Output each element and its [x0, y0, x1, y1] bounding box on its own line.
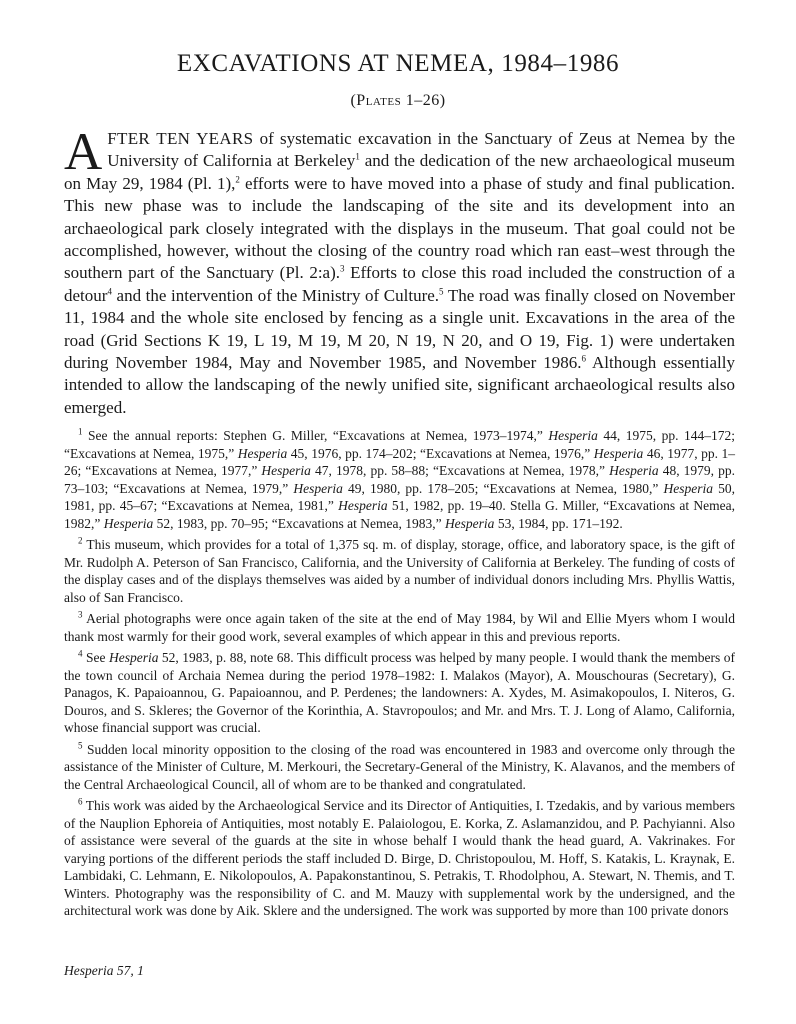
paragraph-text: Although essentially intended to allow the landscaping of the newly unified site, significant archaeological results also emerged. [64, 353, 735, 417]
footnote-number: 4 [78, 648, 83, 659]
paragraph-text: The road was finally closed on November 11, 1984 and the whole site enclosed by fencing as a single unit. Excavations in the area of the road (Grid Sections K 19, L 19, M 19, M 20, N 19, N 20, and O 19, Fig. 1) were undertaken during November 1984, May and November 1985, and November 1986. [64, 285, 735, 373]
footnote-text: This museum, which provides for a total of 1,375 sq. m. of display, storage, office, and laboratory space, is the gift of Mr. Rudolph A. Peterson of San Francisco, California, and the University of California at Berkeley. The funding of costs of the display cases and of the displays themselves was aided by a number of individual donors including Mrs. Phyllis Wattis, also of San Francisco. [64, 537, 735, 605]
footnote-ref[interactable]: 6 [581, 353, 586, 364]
footnote-ref[interactable]: 2 [235, 174, 240, 185]
footnote-ref[interactable]: 4 [107, 286, 112, 297]
journal-name: Hesperia [593, 445, 644, 461]
paragraph-text: efforts were to have moved into a phase of study and final publication. This new phase was to include the landscaping of the site and its development into an archaeological park closely integrated with the displays in the museum. That goal could not be accomplished, however, without the closing of the country road which ran east–west through the southern part of the Sanctuary (Pl. 2:a). [64, 173, 735, 283]
footnote-5 [64, 741, 735, 794]
journal-name: Hesperia [548, 428, 598, 443]
footnote-text: 47, 1978, pp. 58–88; “Excavations at Nemea, 1978,” [310, 463, 610, 478]
footnote-text: See the annual reports: Stephen G. Miller, “Excavations at Nemea, 1973–1974,” [88, 428, 549, 443]
footnote-4 [64, 649, 735, 737]
paragraph-text: and the intervention of the Ministry of Culture. [111, 285, 440, 305]
journal-name: Hesperia [663, 480, 714, 496]
footnote-text: 44, 1975, pp. 144–172; “Excavations at Nemea, 1975,” [64, 428, 735, 461]
footnote-number: 3 [78, 609, 83, 620]
drop-cap: A [64, 123, 103, 181]
paragraph-text: of systematic excavation in the Sanctuary of Zeus at Nemea by the University of California at Berkeley [107, 129, 735, 171]
journal-name: Hesperia [261, 463, 311, 478]
journal-name: Hesperia [293, 480, 343, 496]
footnote-text: 52, 1983, p. 88, note 68. This difficult process was helped by many people. I would thank the members of the town council of Archaia Nemea during the period 1978–1982: I. Malakos (Mayor), A. Mouschouras (Secretary), G. Panagos, K. Papaioannou, G. Papaioannou, and P. Perdenes; the landowners: A. Xydes, M. Asimakopoulos, I. Niteros, G. Douros, and S. Skleres; the Governor of the Korinthia, A. Stavropoulos; and Mr. and Mrs. T. J. Long of Alamo, California, whose financial support was crucial. [64, 650, 736, 735]
footnote-text: 52, 1983, pp. 70–95; “Excavations at Nemea, 1983,” [153, 515, 445, 531]
footnote-text: Aerial photographs were once again taken of the site at the end of May 1984, by Wil and Ellie Myers whom I would thank most warmly for their good work, several examples of which appear in this and previous reports. [64, 611, 735, 644]
journal-name: Hesperia [338, 498, 388, 513]
article-title: EXCAVATIONS AT NEMEA, 1984–1986 [176, 50, 620, 77]
footnote-text: This work was aided by the Archaeological Service and its Director of Antiquities, I. Tzedakis, and by various members of the Nauplion Ephoreia of Antiquities, most notably E. Palaiologou, E. Korka, Z. Aslamanzidou, and P. Pachyianni. Also of assistance were several of the guards at the site in whose behalf I would thank the head guard, A. Vakrinakes. For varying portions of the different periods the staff included D. Birge, D. Christopoulou, M. Hoff, S. Katakis, L. Kraynak, E. Lambidaki, C. Lehmann, E. Nikolopoulos, A. Papakonstantinou, S. Petrakis, T. Rhodolphou, A. Stewart, N. Themis, and T. Winters. Photography was the responsibility of C. and M. Mauzy with supplemental work by the undersigned, and the architectural work was done by Aik. Sklere and the undersigned. The work was supported by more than 100 private donors [64, 798, 735, 918]
journal-name: Hesperia [108, 650, 159, 665]
footnote-text: 50, 1981, pp. 45–67; “Excavations at Nemea, 1981,” [64, 480, 735, 513]
lead-in-words: FTER TEN YEARS [107, 129, 254, 148]
footnote-text: 48, 1979, pp. 73–103; “Excavations at Nemea, 1979,” [64, 463, 736, 496]
footnote-text: 51, 1982, pp. 19–40. Stella G. Miller, “Excavations at Nemea, 1982,” [64, 498, 735, 531]
plates-reference: (Plates 1–26) [350, 92, 446, 109]
footnote-2 [64, 536, 735, 606]
journal-name: Hesperia [609, 463, 659, 478]
paragraph-text: and the dedication of the new archaeological museum on May 29, 1984 (Pl. 1), [64, 151, 735, 193]
footnote-ref[interactable]: 5 [439, 286, 444, 297]
footnote-1 [64, 427, 735, 532]
journal-name: Hesperia [444, 515, 495, 531]
footnotes [64, 427, 735, 924]
footnote-ref[interactable]: 3 [340, 263, 345, 274]
footnote-ref[interactable]: 1 [355, 151, 360, 162]
journal-folio: Hesperia 57, 1 [64, 963, 144, 978]
footnote-text: 45, 1976, pp. 174–202; “Excavations at Nemea, 1976,” [287, 445, 594, 461]
footnote-number: 6 [78, 796, 83, 807]
footnote-text: 49, 1980, pp. 178–205; “Excavations at Nemea, 1980,” [342, 480, 664, 496]
footnote-text: Sudden local minority opposition to the closing of the road was encountered in 1983 and overcome only through the assistance of the Minister of Culture, M. Merkouri, the Secretary-General of the Ministry, K. Alavanos, and the members of the Central Archaeological Council, all of whom are to be thanked and congratulated. [64, 741, 735, 792]
footnote-number: 5 [78, 740, 83, 750]
footnote-text: See [85, 650, 109, 665]
opening-paragraph [64, 123, 735, 419]
footnote-text: 53, 1984, pp. 171–192. [494, 515, 623, 531]
footnote-number: 2 [78, 535, 83, 546]
journal-name: Hesperia [237, 445, 288, 461]
footnote-number: 1 [78, 426, 83, 437]
footnote-6 [64, 797, 735, 920]
journal-name: Hesperia [103, 515, 154, 531]
footnote-3 [64, 610, 735, 645]
paragraph-text: Efforts to close this road included the construction of a detour [64, 263, 735, 305]
footnote-text: 46, 1977, pp. 1–26; “Excavations at Nemea, 1977,” [64, 445, 736, 478]
